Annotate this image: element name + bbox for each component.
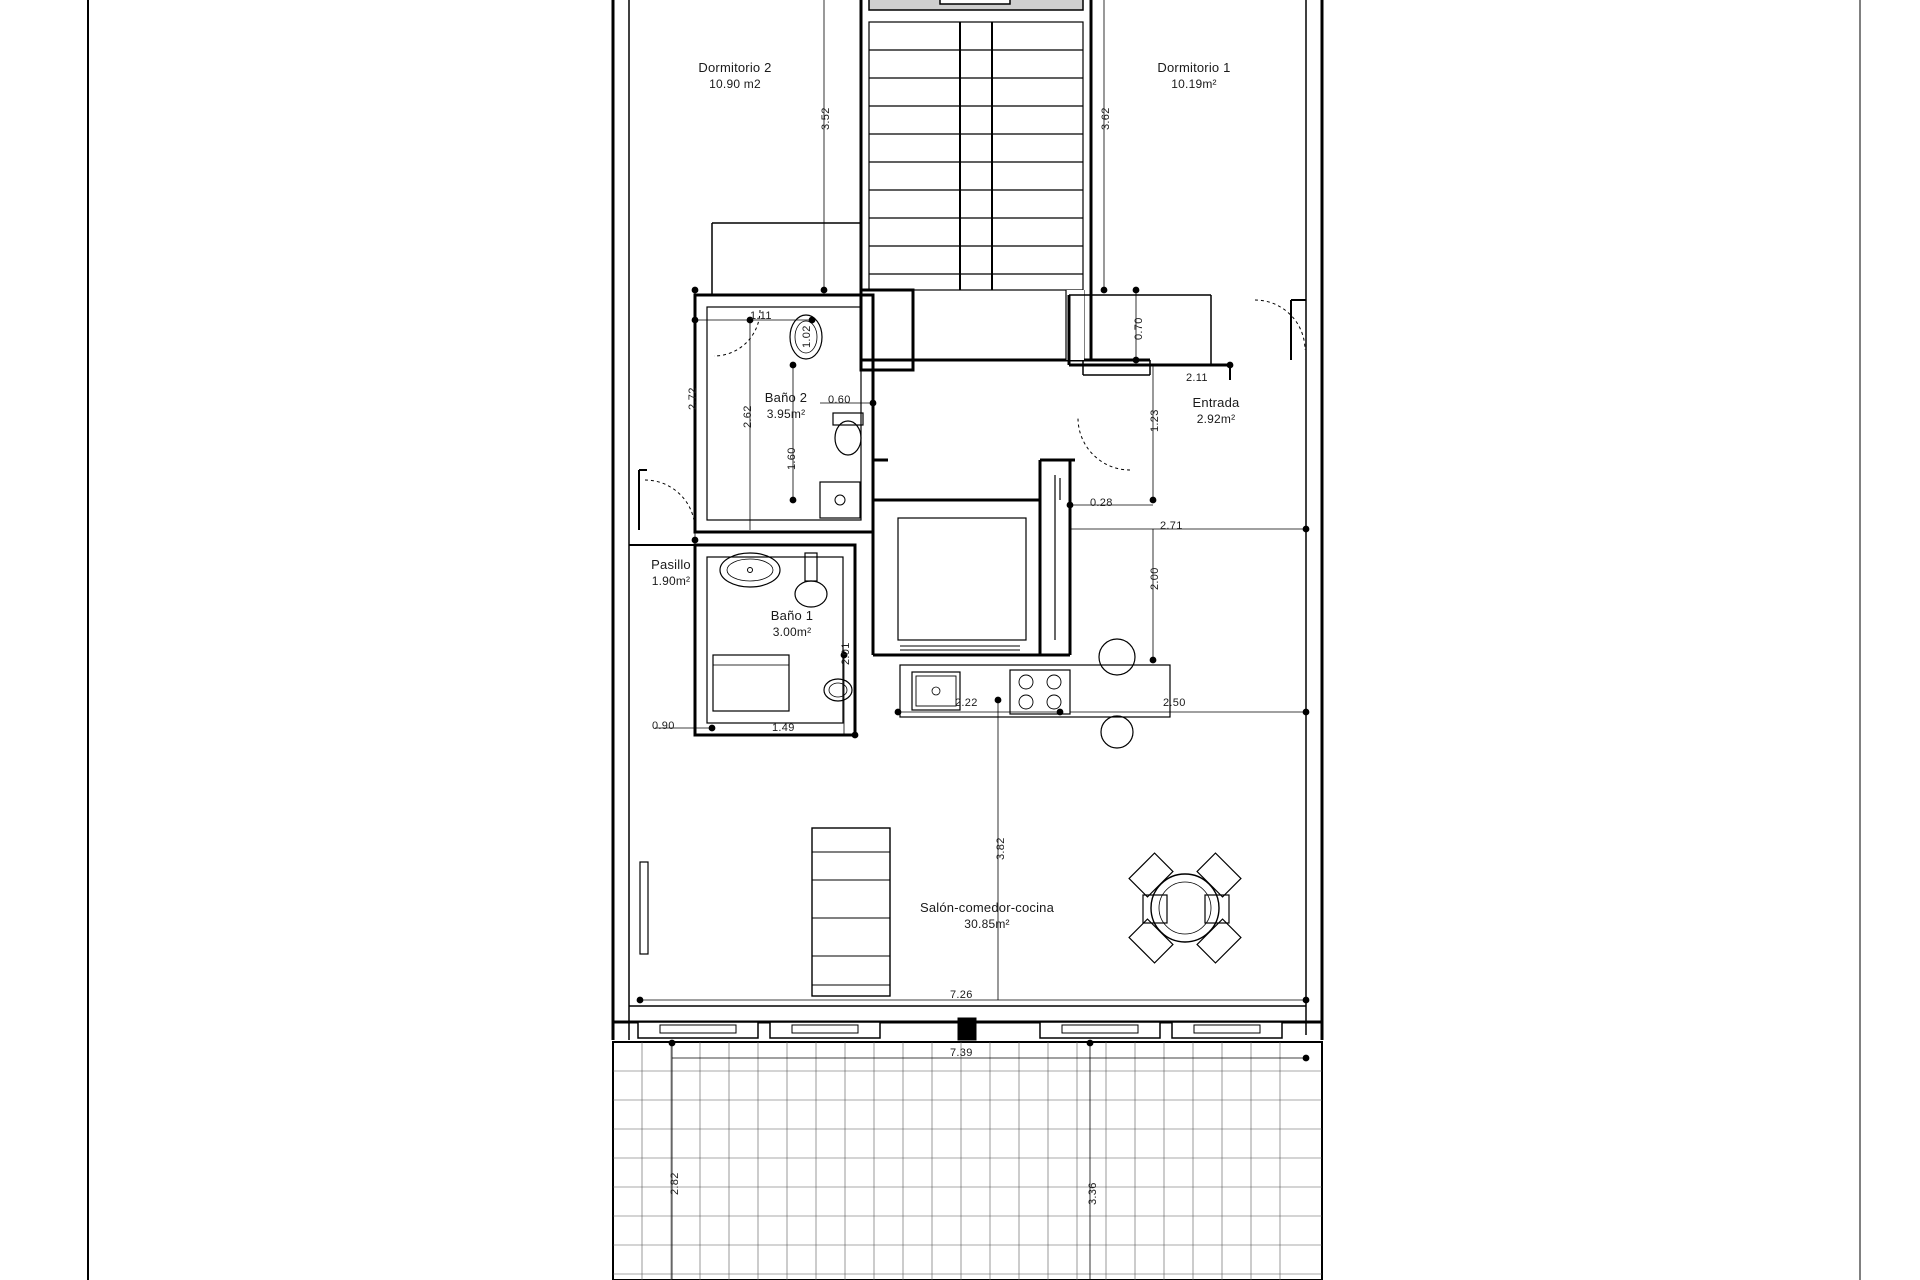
dimension-text: 1.02 <box>801 325 813 348</box>
dimension-text: 7.26 <box>950 989 973 1001</box>
dimension-text: 3.62 <box>1100 107 1112 130</box>
room-area: 3.95m² <box>766 407 806 421</box>
dimension-text: 0.90 <box>652 720 675 732</box>
room-area: 1.90m² <box>651 574 691 588</box>
room-name: Pasillo <box>651 557 691 572</box>
room-name: Dormitorio 2 <box>698 60 772 75</box>
dimension-text: 3.36 <box>1087 1182 1099 1205</box>
dimension-text: 0.28 <box>1090 497 1113 509</box>
dimension-text: 2.50 <box>1163 697 1186 709</box>
dimension-text: 3.52 <box>820 107 832 130</box>
dimension-text: 1.60 <box>786 447 798 470</box>
room-area: 30.85m² <box>964 917 1010 931</box>
dimension-text: 2.01 <box>840 642 852 665</box>
dimension-text: 0.70 <box>1133 317 1145 340</box>
dimension-text: 2.71 <box>1160 520 1183 532</box>
dimension-text: 7.39 <box>950 1047 973 1059</box>
room-area: 10.19m² <box>1171 77 1217 91</box>
dimension-text: 1.23 <box>1149 409 1161 432</box>
dimension-text: 2.62 <box>742 405 754 428</box>
room-name: Dormitorio 1 <box>1157 60 1231 75</box>
dimension-text: 0.60 <box>828 394 851 406</box>
dimension-text: 1.11 <box>750 310 772 322</box>
room-name: Entrada <box>1192 395 1240 410</box>
room-area: 2.92m² <box>1196 412 1236 426</box>
dimension-text: 2.00 <box>1149 567 1161 590</box>
dimension-text: 3.82 <box>995 837 1007 860</box>
room-area: 3.00m² <box>772 625 812 639</box>
room-name: Baño 2 <box>764 390 808 405</box>
dimension-text: 1.49 <box>772 722 795 734</box>
dimension-text: 2.22 <box>955 697 978 709</box>
room-area: 10.90 m2 <box>709 77 761 91</box>
dimension-text: 2.72 <box>687 387 699 410</box>
dimension-text: 2.11 <box>1186 372 1208 384</box>
facade-openings <box>638 1018 1282 1040</box>
dimension-text: 2.82 <box>669 1172 681 1195</box>
room-name: Salón-comedor-cocina <box>919 900 1055 915</box>
room-name: Baño 1 <box>770 608 814 623</box>
terrace-tiling <box>613 1042 1322 1280</box>
